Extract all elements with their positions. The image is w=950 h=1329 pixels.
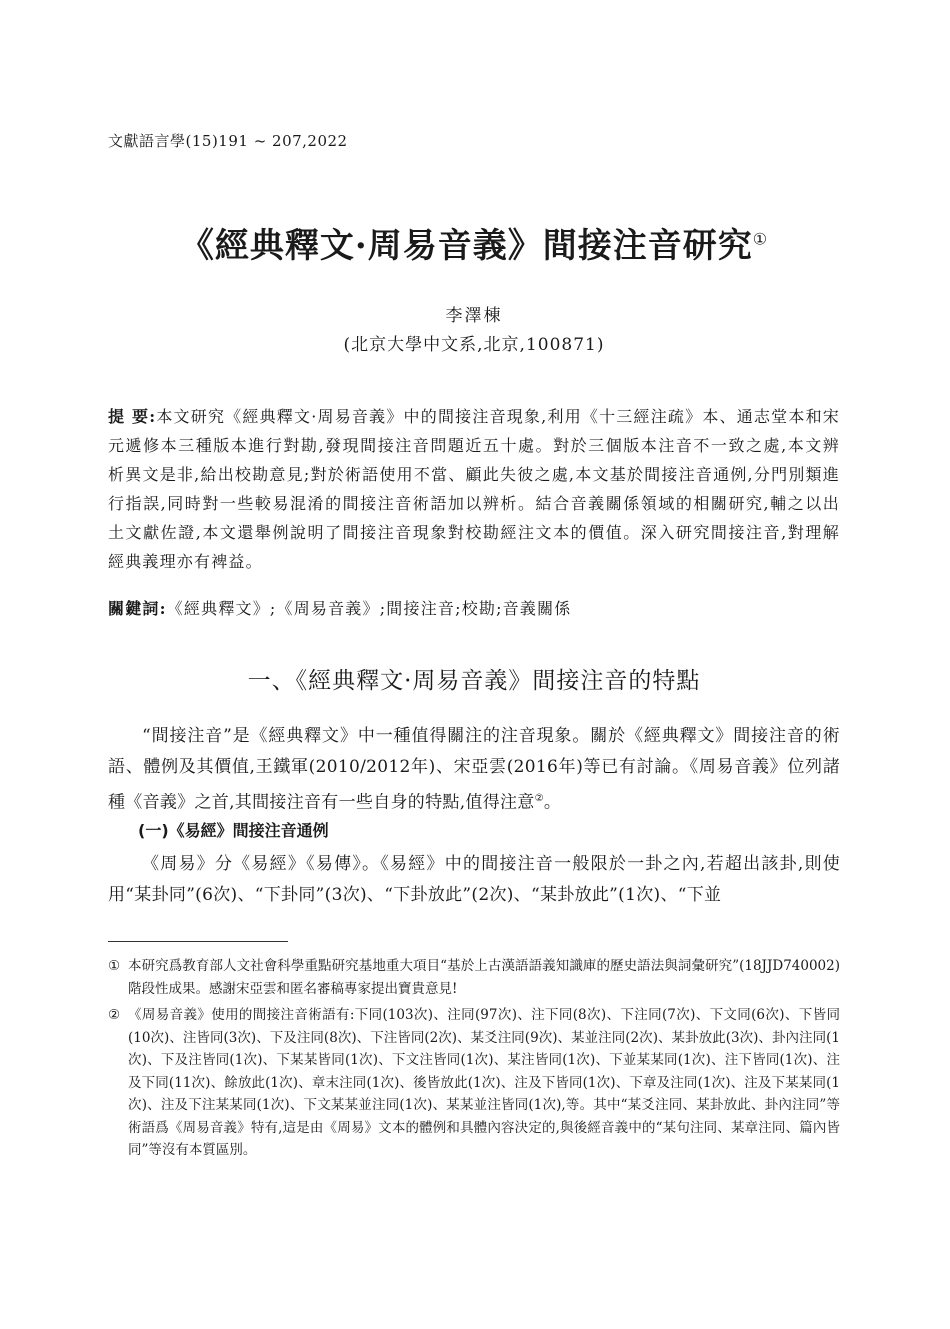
title-footnote-marker[interactable]: ① [752, 229, 769, 249]
footnote-divider [108, 941, 288, 942]
paragraph-end: 。 [543, 792, 562, 813]
journal-reference: 文獻語言學(15)191 ~ 207,2022 [108, 132, 348, 150]
keywords [108, 596, 840, 619]
article-title-text: 《經典釋文·周易音義》間接注音研究 [179, 226, 753, 266]
body-paragraph: 《周易》分《易經》《易傳》。《易經》中的間接注音一般限於一卦之內,若超出該卦,則使用“某卦同”(6次)、“下卦同”(3次)、“下卦放此”(2次)、“某卦放此”(1次)、“下並 [108, 854, 840, 905]
paragraph-footnote-marker[interactable]: ② [534, 793, 544, 804]
paragraph-text: “間接注音”是《經典釋文》中一種值得關注的注音現象。關於《經典釋文》間接注音的術語、體例及其價值,王鐵軍(2010/2012年)、宋亞雲(2016年)等已有討論。《周易音義》位列諸種《音義》之首,其間接注音有一些自身的特點,值得注意 [108, 726, 840, 813]
article-title [108, 218, 840, 267]
keywords-label: 關鍵詞: [108, 599, 167, 618]
footnote-text: 《周易音義》使用的間接注音術語有:下同(103次)、注同(97次)、注下同(8次)、下注同(7次)、下文同(6次)、下皆同(10次)、注皆同(3次)、下及注同(8次)、下注皆同(2次)、某爻注同(9次)、某並注同(2次)、某卦放此(3次)、卦內注同(1次)、下及注皆同(1次)、下某某皆同(1次)、下文注皆同(1次)、某注皆同(1次)、下並某某同(1次)、注下皆同(1次)、注及下同(11次)、餘放此(1次)、章末注同(1次)、後皆放此(1次)、注及下皆同(1次)、下章及注同(1次)、注及下某某同(1次)、注及下注某某同(1次)、下文某某並注同(1次)、某某並注皆同(1次),等。其中“某爻注同、某卦放此、卦內注同”等術語爲《周易音義》特有,這是由《周易》文本的體例和具體內容決定的,與後經音義中的“某句注同、某章注同、篇內皆同”等沒有本質區別。 [128, 1007, 840, 1158]
keywords-text: 《經典釋文》;《周易音義》;間接注音;校勘;音義關係 [166, 599, 572, 618]
abstract-text: 本文研究《經典釋文·周易音義》中的間接注音現象,利用《十三經注疏》本、通志堂本和宋元遞修本三種版本進行對勘,發現間接注音問題近五十處。對於三個版本注音不一致之處,本文辨析異文是非,給出校勘意見;對於術語使用不當、顧此失彼之處,本文基於間接注音通例,分門別類進行指誤,同時對一些較易混淆的間接注音術語加以辨析。結合音義關係領域的相關研究,輔之以出土文獻佐證,本文還舉例說明了間接注音現象對校勘經注文本的價值。深入研究間接注音,對理解經典義理亦有裨益。 [108, 407, 841, 571]
footnote-text: 本研究爲教育部人文社會科學重點研究基地重大項目“基於上古漢語語義知識庫的歷史語法與詞彙研究”(18JJD740002)階段性成果。感謝宋亞雲和匿名審稿專家提出寶貴意見! [128, 958, 840, 997]
footnote [108, 955, 840, 1000]
author-affiliation: (北京大學中文系,北京,100871) [343, 335, 605, 355]
section-heading: 一、《經典釋文·周易音義》間接注音的特點 [247, 668, 701, 694]
body-paragraph [108, 721, 840, 819]
subsection-heading: (一)《易經》間接注音通例 [138, 821, 329, 840]
abstract [108, 402, 840, 576]
page [108, 0, 840, 1329]
author-name: 李澤棟 [445, 306, 503, 326]
abstract-label: 提 要: [108, 407, 157, 426]
footnotes [108, 955, 840, 1166]
footnote-mark: ② [108, 1007, 121, 1023]
footnote-mark: ① [108, 958, 121, 974]
footnote [108, 1004, 840, 1162]
